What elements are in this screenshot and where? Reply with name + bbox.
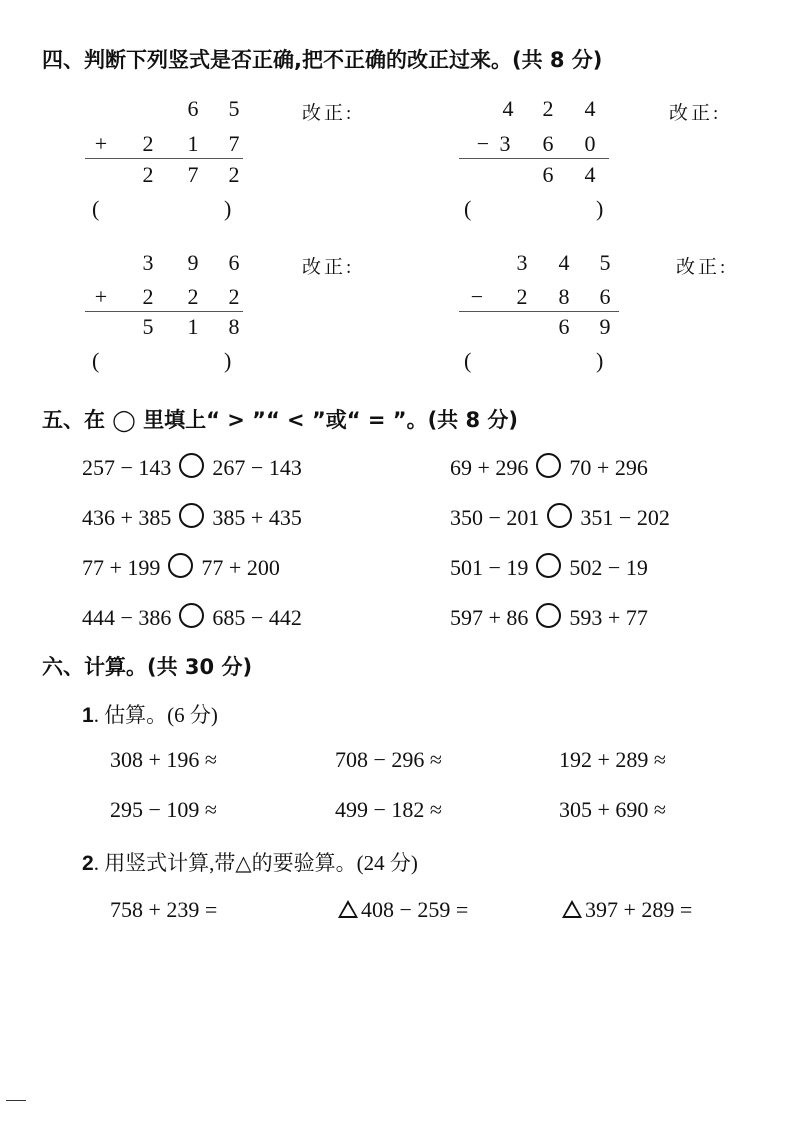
fix-label: 改正: bbox=[302, 103, 355, 124]
digit: 8 bbox=[558, 284, 570, 309]
comparison-right: 70 + 296 bbox=[569, 455, 648, 480]
digit: 5 bbox=[599, 250, 611, 275]
digit: 2 bbox=[542, 96, 554, 121]
sum-line bbox=[459, 311, 619, 312]
comparison-7 bbox=[82, 603, 302, 631]
digit: 5 bbox=[142, 314, 154, 339]
calc-expression: 397 + 289 = bbox=[585, 897, 693, 922]
calc-item: 758 + 239 = bbox=[110, 897, 218, 922]
section-4-title: 四、判断下列竖式是否正确,把不正确的改正过来。(共 8 分) bbox=[42, 48, 603, 72]
comparison-left: 77 + 199 bbox=[82, 555, 161, 580]
subsection-label: . 估算。(6 分) bbox=[93, 703, 218, 727]
answer-paren-open[interactable]: ( bbox=[92, 348, 100, 373]
subsection-number: 2 bbox=[82, 852, 94, 875]
answer-circle[interactable] bbox=[179, 453, 204, 478]
estimate-item: 305 + 690 ≈ bbox=[559, 797, 666, 822]
triangle-icon bbox=[562, 900, 582, 918]
estimate-item: 295 − 109 ≈ bbox=[110, 797, 217, 822]
comparison-2 bbox=[450, 453, 648, 481]
digit: 6 bbox=[542, 131, 554, 156]
answer-circle[interactable] bbox=[536, 553, 561, 578]
fix-label: 改正: bbox=[676, 257, 729, 278]
comparison-right: 593 + 77 bbox=[569, 605, 648, 630]
digit: 6 bbox=[542, 162, 554, 187]
section-6-title: 六、计算。(共 30 分) bbox=[42, 655, 253, 679]
operator: + bbox=[94, 131, 108, 156]
calc-item-verify bbox=[562, 897, 692, 923]
digit: 9 bbox=[187, 250, 199, 275]
answer-circle[interactable] bbox=[179, 603, 204, 628]
digit: 2 bbox=[142, 162, 154, 187]
digit: 4 bbox=[584, 162, 596, 187]
digit: 9 bbox=[599, 314, 611, 339]
comparison-8 bbox=[450, 603, 648, 631]
digit: 6 bbox=[558, 314, 570, 339]
triangle-icon bbox=[338, 900, 358, 918]
estimate-item: 192 + 289 ≈ bbox=[559, 747, 666, 772]
digit: 0 bbox=[584, 131, 596, 156]
answer-paren-close: ) bbox=[596, 196, 604, 221]
calc-item-verify bbox=[338, 897, 468, 923]
digit: 4 bbox=[502, 96, 514, 121]
calc-expression: 408 − 259 = bbox=[361, 897, 469, 922]
fix-label: 改正: bbox=[302, 257, 355, 278]
digit: 6 bbox=[228, 250, 240, 275]
comparison-right: 77 + 200 bbox=[201, 555, 280, 580]
comparison-left: 436 + 385 bbox=[82, 505, 172, 530]
digit: 2 bbox=[187, 284, 199, 309]
digit: 7 bbox=[187, 162, 199, 187]
digit: 2 bbox=[516, 284, 528, 309]
digit: 7 bbox=[228, 131, 240, 156]
answer-circle[interactable] bbox=[536, 603, 561, 628]
comparison-6 bbox=[450, 553, 648, 581]
operator: + bbox=[94, 284, 108, 309]
comparison-4 bbox=[450, 503, 670, 531]
answer-paren-close: ) bbox=[224, 348, 232, 373]
answer-paren-close: ) bbox=[596, 348, 604, 373]
comparison-right: 351 − 202 bbox=[580, 505, 670, 530]
sum-line bbox=[85, 311, 243, 312]
estimate-item: 499 − 182 ≈ bbox=[335, 797, 442, 822]
answer-paren-close: ) bbox=[224, 196, 232, 221]
digit: 3 bbox=[499, 131, 511, 156]
digit: 1 bbox=[187, 314, 199, 339]
subsection-2-title bbox=[82, 847, 418, 877]
comparison-3 bbox=[82, 503, 302, 531]
answer-circle[interactable] bbox=[179, 503, 204, 528]
fix-label: 改正: bbox=[669, 103, 722, 124]
comparison-5 bbox=[82, 553, 280, 581]
answer-circle[interactable] bbox=[168, 553, 193, 578]
comparison-left: 69 + 296 bbox=[450, 455, 529, 480]
answer-circle[interactable] bbox=[536, 453, 561, 478]
digit: 2 bbox=[142, 131, 154, 156]
answer-paren-open[interactable]: ( bbox=[92, 196, 100, 221]
estimate-item: 708 − 296 ≈ bbox=[335, 747, 442, 772]
digit: 6 bbox=[187, 96, 199, 121]
section-5-title: 五、在 ◯ 里填上“ > ”“ < ”或“ = ”。(共 8 分) bbox=[42, 408, 519, 432]
comparison-left: 444 − 386 bbox=[82, 605, 172, 630]
estimate-item: 308 + 196 ≈ bbox=[110, 747, 217, 772]
digit: 4 bbox=[584, 96, 596, 121]
digit: 3 bbox=[142, 250, 154, 275]
operator: − bbox=[476, 131, 490, 156]
subsection-1-title bbox=[82, 699, 218, 729]
operator: − bbox=[470, 284, 484, 309]
comparison-left: 350 − 201 bbox=[450, 505, 540, 530]
comparison-right: 502 − 19 bbox=[569, 555, 648, 580]
comparison-1 bbox=[82, 453, 302, 481]
digit: 2 bbox=[228, 284, 240, 309]
digit: 6 bbox=[599, 284, 611, 309]
sum-line bbox=[85, 158, 243, 159]
comparison-left: 257 − 143 bbox=[82, 455, 172, 480]
digit: 2 bbox=[228, 162, 240, 187]
digit: 2 bbox=[142, 284, 154, 309]
digit: 3 bbox=[516, 250, 528, 275]
digit: 8 bbox=[228, 314, 240, 339]
answer-circle[interactable] bbox=[547, 503, 572, 528]
digit: 5 bbox=[228, 96, 240, 121]
digit: 1 bbox=[187, 131, 199, 156]
subsection-number: 1 bbox=[82, 704, 94, 727]
comparison-right: 685 − 442 bbox=[212, 605, 302, 630]
digit: 4 bbox=[558, 250, 570, 275]
comparison-left: 597 + 86 bbox=[450, 605, 529, 630]
comparison-right: 385 + 435 bbox=[212, 505, 302, 530]
page-corner-mark bbox=[6, 1100, 26, 1101]
comparison-right: 267 − 143 bbox=[212, 455, 302, 480]
comparison-left: 501 − 19 bbox=[450, 555, 529, 580]
sum-line bbox=[459, 158, 609, 159]
answer-paren-open[interactable]: ( bbox=[464, 348, 472, 373]
subsection-label: . 用竖式计算,带△的要验算。(24 分) bbox=[93, 851, 418, 875]
answer-paren-open[interactable]: ( bbox=[464, 196, 472, 221]
